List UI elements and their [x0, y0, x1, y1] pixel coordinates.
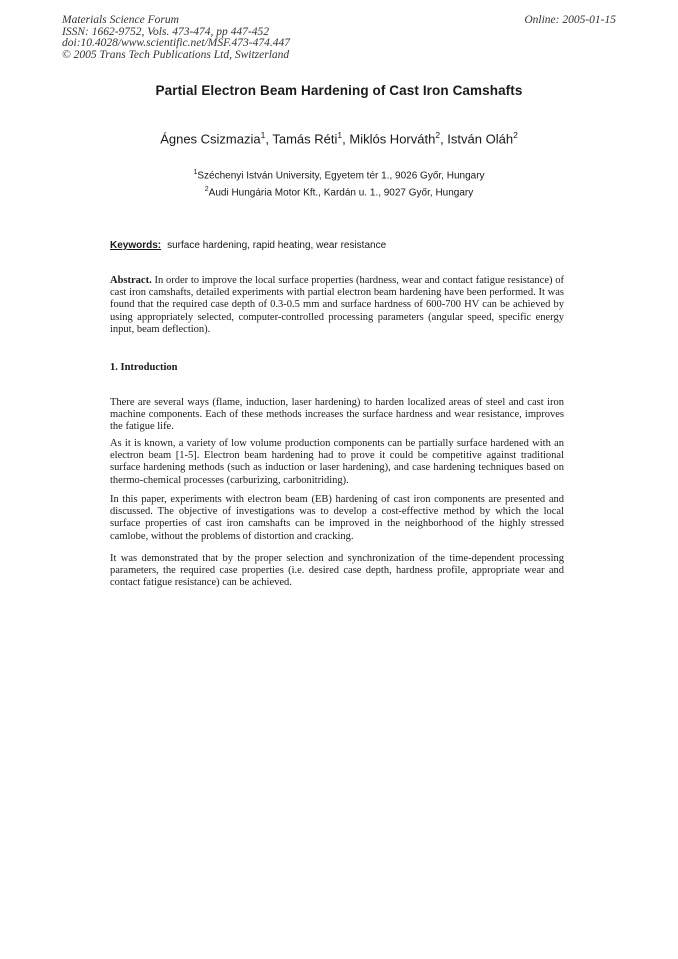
author-name: Miklós Horváth	[349, 131, 436, 147]
affiliation-text: Audi Hungária Motor Kft., Kardán u. 1., 9027 Győr, Hungary	[208, 187, 474, 199]
author-name: István Oláh	[447, 131, 514, 147]
keywords-text: surface hardening, rapid heating, wear resistance	[167, 240, 387, 251]
affiliation-2	[0, 186, 678, 198]
section-heading-introduction: 1. Introduction	[110, 362, 178, 373]
author-affiliation-mark: 2	[435, 130, 441, 140]
author-separator: ,	[440, 131, 448, 147]
doi-line: doi:10.4028/www.scientific.net/MSF.473-474.447	[62, 37, 290, 49]
online-date: Online: 2005-01-15	[524, 14, 616, 26]
paragraph: In this paper, experiments with electron beam (EB) hardening of cast iron components are presented and discussed. The objective of investigations was to develop a cost-effective method by which the local surface properties of cast iron camshafts can be improved in the neighborhood of the highly stressed camlobe, without the problems of distortion and cracking.	[110, 494, 564, 542]
author-separator: ,	[342, 131, 350, 147]
paragraph: As it is known, a variety of low volume production components can be partially surface hardened with an electron beam [1-5]. Electron beam hardening had to prove it could be competitive against traditional surface hardening methods (such as induction or laser hardening), and case hardening techniques based on thermo-chemical processes (carburizing, carbonitriding).	[110, 438, 564, 486]
abstract	[110, 275, 564, 336]
affiliation-mark: 2	[204, 186, 209, 193]
author-name: Tamás Réti	[272, 131, 338, 147]
journal-name: Materials Science Forum	[62, 14, 179, 26]
author-name: Ágnes Csizmazia	[160, 131, 261, 147]
keywords-label: Keywords:	[110, 240, 162, 251]
keywords	[110, 240, 386, 251]
paragraph: There are several ways (flame, induction, laser hardening) to harden localized areas of steel and cast iron machine components. Each of these methods increases the surface hardness and wear resistance, improves the fatigue life.	[110, 397, 564, 433]
affiliation-1	[0, 169, 678, 181]
paragraph: It was demonstrated that by the proper selection and synchronization of the time-dependent processing parameters, the required case properties (i.e. desired case depth, hardness profile, appropriate wear and contact fatigue resistance) can be achieved.	[110, 553, 564, 589]
abstract-text: In order to improve the local surface properties (hardness, wear and contact fatigue resistance) of cast iron camshafts, detailed experiments with partial electron beam hardening have been performed. It was found that the required case depth of 0.3-0.5 mm and surface hardness of 600-700 HV can be achieved by using appropriately selected, computer-controlled processing parameters (angular speed, specific energy input, beam deflection).	[110, 275, 564, 335]
abstract-label: Abstract.	[110, 275, 152, 286]
author-list	[0, 130, 678, 146]
author-affiliation-mark: 1	[260, 130, 266, 140]
copyright-line: © 2005 Trans Tech Publications Ltd, Switzerland	[62, 48, 290, 61]
affiliation-text: Széchenyi István University, Egyetem tér 1., 9026 Győr, Hungary	[197, 170, 485, 182]
journal-info	[62, 15, 290, 61]
paper-title: Partial Electron Beam Hardening of Cast Iron Camshafts	[155, 83, 523, 98]
issn-line: ISSN: 1662-9752, Vols. 473-474, pp 447-452	[62, 25, 269, 38]
affiliation-mark: 1	[193, 169, 198, 176]
author-separator: ,	[265, 131, 273, 147]
author-affiliation-mark: 2	[513, 130, 518, 140]
author-affiliation-mark: 1	[337, 130, 343, 140]
